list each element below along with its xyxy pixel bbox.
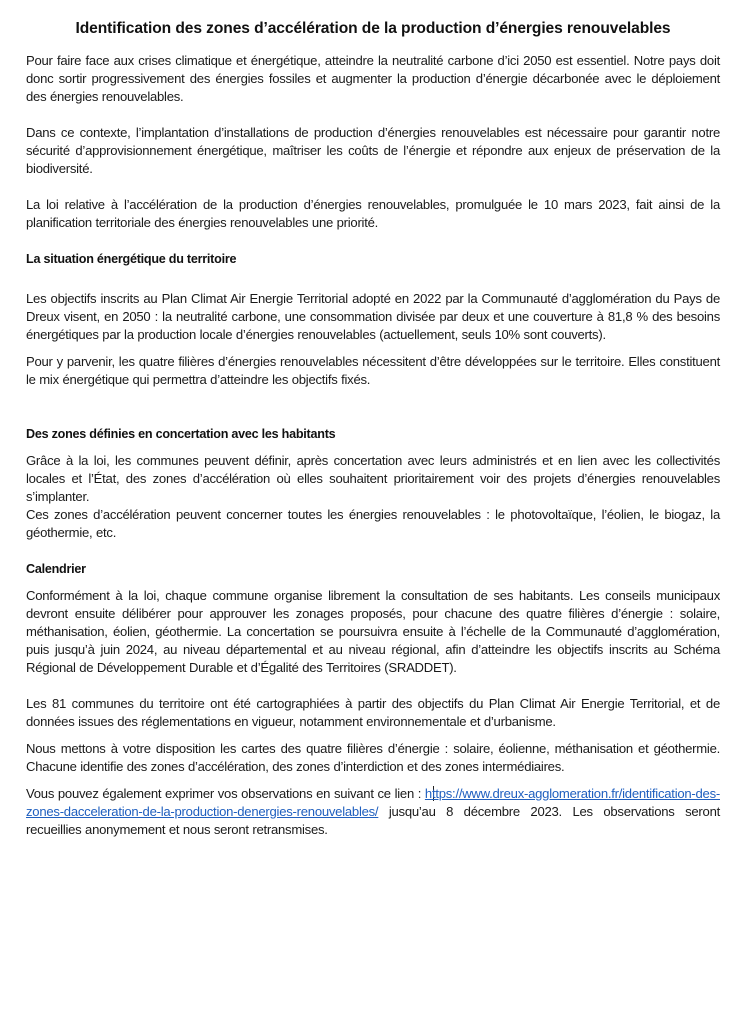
link-first-char: h bbox=[424, 786, 432, 801]
concertation-paragraph-1: Grâce à la loi, les communes peuvent définir, après concertation avec leurs administrés et en lien avec les collectivités locales et l’État, des zones d’accélération où elles souhaitent prioritairement voir des projets d’énergies renouvelables s’implanter. bbox=[26, 453, 720, 504]
spacer bbox=[26, 542, 720, 560]
energy-situation-paragraph-1: Les objectifs inscrits au Plan Climat Air Energie Territorial adopté en 2022 par la Communauté d’agglomération du Pays de Dreux visent, en 2050 : la neutralité carbone, une consommation divisée par deux et une couverture à 81,8 % des besoins énergétiques par la production locale d’énergies renouvelables (actuellement, seuls 10% sont couverts). bbox=[26, 291, 720, 342]
spacer bbox=[26, 389, 720, 425]
spacer bbox=[26, 731, 720, 740]
calendar-paragraph-3: Nous mettons à votre disposition les cartes des quatre filières d’énergie : solaire, éolienne, méthanisation et géothermie. Chacune identifie des zones d’accélération, des zones d’interdiction et des zones intermédiaires. bbox=[26, 741, 720, 774]
section-heading-calendar: Calendrier bbox=[26, 562, 86, 576]
intro-paragraph-3: La loi relative à l’accélération de la production d’énergies renouvelables, promulguée le 10 mars 2023, fait ainsi de la planification territoriale des énergies renouvelables une priorité. bbox=[26, 197, 720, 230]
spacer bbox=[26, 776, 720, 785]
observations-paragraph bbox=[26, 785, 720, 839]
calendar-paragraph-1: Conformément à la loi, chaque commune organise librement la consultation de ses habitants. Les conseils municipaux devront ensuite délibérer pour approuver les zonages proposés, pour chacune des quatre filières d’énergie : solaire, méthanisation, éolien, géothermie. La concertation se poursuivra ensuite à l’échelle de la Communauté d’agglomération, puis jusqu’à juin 2024, au niveau départemental et au niveau régional, afin d’atteindre les objectifs inscrits au Schéma Régional de Développement Durable et d’Égalité des Territoires (SRADDET). bbox=[26, 588, 720, 675]
spacer bbox=[26, 232, 720, 250]
intro-paragraph-1: Pour faire face aux crises climatique et énergétique, atteindre la neutralité carbone d’ici 2050 est essentiel. Notre pays doit donc sortir progressivement des énergies fossiles et augmenter la production d’énergie décarbonée avec le déploiement des énergies renouvelables. bbox=[26, 53, 720, 104]
calendar-paragraph-2: Les 81 communes du territoire ont été cartographiées à partir des objectifs du Plan Climat Air Energie Territorial, et de données issues des réglementations en vigueur, notamment environnementale et d’urbanisme. bbox=[26, 696, 720, 729]
spacer bbox=[26, 443, 720, 452]
spacer bbox=[26, 344, 720, 353]
document-title: Identification des zones d’accélération de la production d’énergies renouvelables bbox=[75, 20, 671, 37]
energy-situation-paragraph-2: Pour y parvenir, les quatre filières d’énergies renouvelables nécessitent d’être développées sur le territoire. Elles constituent le mix énergétique qui permettra d’atteindre les objectifs fixés. bbox=[26, 354, 720, 387]
link-rest: ttps://www.dreux-agglomeration.fr/identification-des-zones-dacceleration-de-la-production-denergies-renouvelables/ bbox=[26, 786, 720, 819]
concertation-paragraph-2: Ces zones d’accélération peuvent concerner toutes les énergies renouvelables : le photovoltaïque, l’éolien, le biogaz, la géothermie, etc. bbox=[26, 507, 720, 540]
spacer bbox=[26, 268, 720, 290]
section-heading-concertation: Des zones définies en concertation avec les habitants bbox=[26, 427, 336, 441]
intro-paragraph-2: Dans ce contexte, l’implantation d’installations de production d’énergies renouvelables est nécessaire pour garantir notre sécurité d’approvisionnement énergétique, maîtriser les coûts de l’énergie et répondre aux enjeux de préservation de la biodiversité. bbox=[26, 125, 720, 176]
section-heading-energy-situation: La situation énergétique du territoire bbox=[26, 252, 237, 266]
observations-text-before-link: Vous pouvez également exprimer vos observations en suivant ce lien : bbox=[26, 786, 425, 801]
spacer bbox=[26, 178, 720, 196]
observations-text-after-link: jusqu’au 8 décembre 2023. Les observations seront recueillies anonymement et nous seront retransmises. bbox=[26, 804, 720, 837]
spacer bbox=[26, 106, 720, 124]
spacer bbox=[26, 578, 720, 587]
spacer bbox=[26, 677, 720, 695]
